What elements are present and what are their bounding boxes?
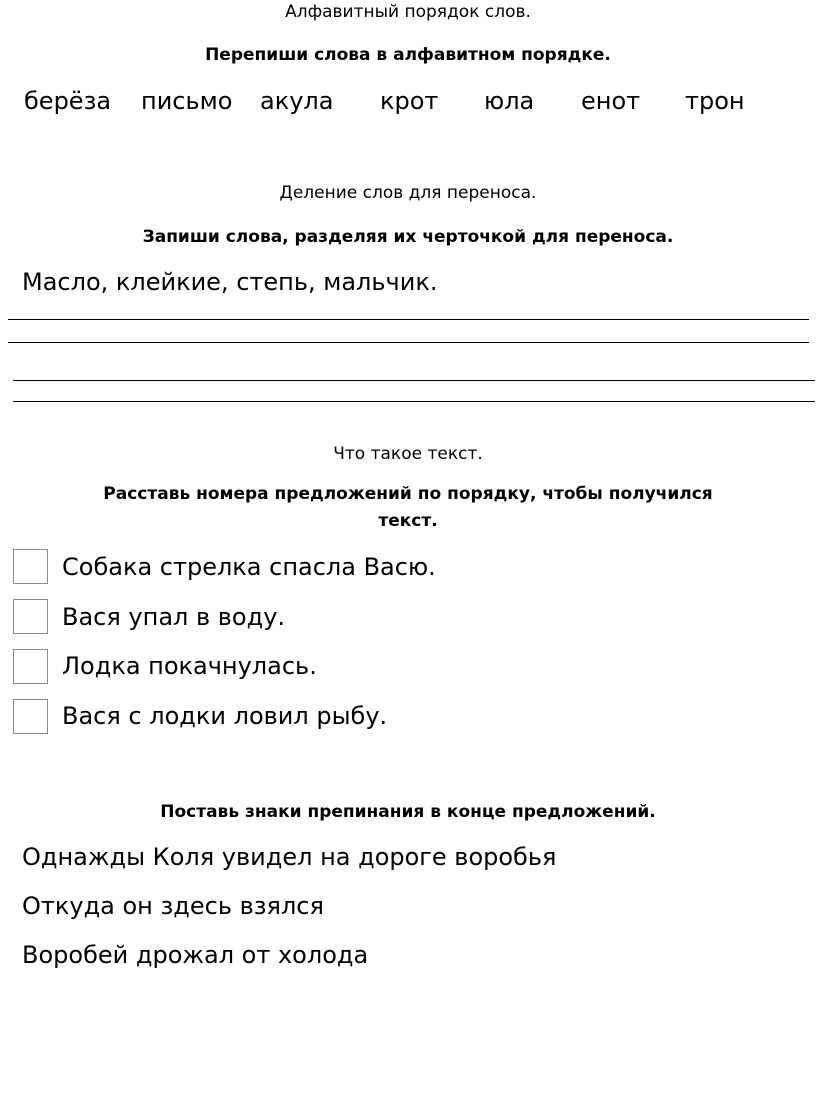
order-number-box[interactable]: [13, 649, 48, 684]
order-number-box[interactable]: [13, 599, 48, 634]
order-number-box[interactable]: [13, 699, 48, 734]
section-alphabet-task: Перепиши слова в алфавитном порядке.: [205, 45, 611, 65]
ordered-sentence: Вася с лодки ловил рыбу.: [62, 702, 388, 730]
alphabet-word: трон: [685, 87, 745, 115]
alphabet-word: крот: [380, 87, 439, 115]
writing-line: [13, 380, 815, 381]
ordered-sentence: Собака стрелка спасла Васю.: [62, 553, 436, 581]
writing-line: [8, 319, 809, 320]
section-alphabet-heading: Алфавитный порядок слов.: [285, 2, 531, 22]
alphabet-word: юла: [484, 87, 535, 115]
writing-line: [13, 401, 815, 402]
hyphenation-words: Масло, клейкие, степь, мальчик.: [22, 268, 438, 296]
ordered-sentence: Вася упал в воду.: [62, 603, 286, 631]
punctuation-sentence: Откуда он здесь взялся: [22, 892, 324, 920]
alphabet-word: акула: [260, 87, 334, 115]
writing-line: [8, 342, 809, 343]
alphabet-word: письмо: [141, 87, 233, 115]
ordered-sentence: Лодка покачнулась.: [62, 652, 317, 680]
order-number-box[interactable]: [13, 549, 48, 584]
alphabet-word: енот: [581, 87, 641, 115]
punctuation-sentence: Однажды Коля увидел на дороге воробья: [22, 843, 557, 871]
section-hyphenation-heading: Деление слов для переноса.: [279, 183, 537, 203]
section-text-heading: Что такое текст.: [333, 444, 483, 464]
section-hyphenation-task: Запиши слова, разделяя их черточкой для переноса.: [142, 227, 674, 247]
section-text-task-line2: текст.: [378, 511, 438, 531]
section-punctuation-task: Поставь знаки препинания в конце предложений.: [160, 802, 656, 822]
punctuation-sentence: Воробей дрожал от холода: [22, 941, 369, 969]
alphabet-word: берёза: [24, 87, 112, 115]
section-text-task-line1: Расставь номера предложений по порядку, чтобы получился: [103, 484, 713, 504]
